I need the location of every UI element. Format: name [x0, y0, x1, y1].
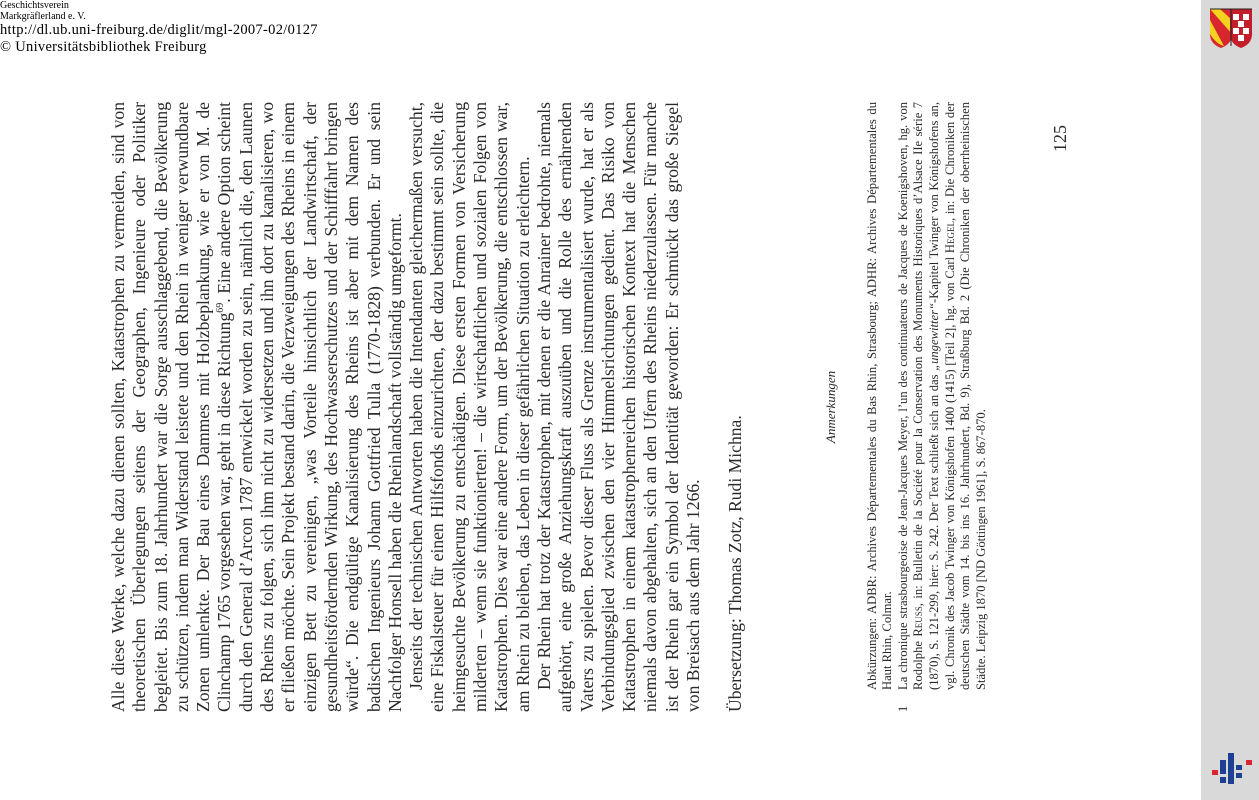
body-paragraph-3: Der Rhein hat trotz der Katastrophen, mit denen er die Anrainer bedrohte, niemals aufgehört, eine große Anziehungskraft auszuüben und die Rolle des ernährenden Vaters zu spielen. Bevor dieser Fluss als Grenze instrumentalisiert wurde, hat er als Verbindungsglied zwischen den vier Himmelsrichtungen gedient. Das Risiko von Katastrophen in einem katastrophenreichen historischen Kontext hat die Menschen niemals davon abgehalten, sich an den Ufern des Rheins niederzulassen. Für manche ist der Rhein gar ein Symbol der Identität geworden: Er schmückt das große Siegel von Breisach aus dem Jahr 1266.	[533, 102, 704, 712]
footnote-1-part-a: La chronique strasbourgeoise de Jean-Jacques Meyer, l’un des continuateurs de Jacques de Koenigshoven, hg. von Rodolphe	[895, 102, 926, 690]
abbreviations-text: Abkürzungen: ADBR: Archives Départementales du Bas Rhin, Strasbourg; ADHR: Archives Départementales du Haut Rhin, Colmar.	[864, 102, 895, 690]
document-url[interactable]: http://dl.ub.uni-freiburg.de/diglit/mgl-2007-02/0127	[0, 22, 318, 38]
viewer-sidebar	[1201, 0, 1259, 800]
footnote-number: 1	[895, 705, 910, 712]
page-number: 125	[1050, 125, 1070, 152]
author-name-hegel: Hegel	[942, 221, 957, 254]
paragraph-1-text: Alle diese Werke, welche dazu dienen sollten, Katastrophen zu vermeiden, sind von theoretischen Überlegungen seitens der Geographen, Ingenieure oder Politiker begleitet. Bis zum 18. Jahrhundert war die Sorge ausschlaggebend, die Bevölkerung zu schützen, indem man Widerstand leistete und den Rhein in weniger verwundbare Zonen umlenkte. Der Bau eines Dammes mit Holzbeplankung, wie er von M. de Clinchamp 1765 vorgesehen war, geht in diese Richtung	[108, 102, 235, 712]
copyright-notice: © Universitätsbibliothek Freiburg	[0, 39, 207, 55]
society-name-line1: Geschichtsverein	[0, 0, 69, 11]
footnote-1-part-c: -Kapitel Twinger von Königshofens an, vgl. Chronik des Jacob Twinger von Königshofen 1400 (1415) [Teil 2], hg. von Carl	[926, 102, 957, 690]
notes-heading: Anmerkungen	[822, 370, 838, 444]
body-paragraph-1	[108, 102, 406, 712]
footnote-1-part-d: , in: Die Chroniken der deutschen Städte vom 14. bis ins 16. Jahrhundert, Bd. 9), Straßburg Bd. 2 (Die Chroniken der oberrheinischen Städte. Leipzig 1870 [ND Göttingen 1961], S. 867-870.	[942, 101, 988, 690]
footnote-1-italic: „ungewitter“	[926, 303, 941, 371]
author-name-reuss: Reuss	[911, 606, 926, 637]
society-crest-logo[interactable]	[1206, 6, 1254, 50]
body-paragraph-2: Jenseits der technischen Antworten haben die Intendanten gleichermaßen versucht, eine Fiskalsteuer für einen Hilfsfonds einzurichten, der dazu bestimmt sein sollte, die heimgesuchte Bevölkerung zu entschädigen. Diese ersten Formen von Versicherung milderten – wenn sie funktionierten! – die wirtschaftlichen und sozialen Folgen von Katastrophen. Dies war eine andere Form, um der Bevölkerung, die entschlossen war, am Rhein zu bleiben, das Leben in dieser gefährlichen Situation zu erleichtern.	[406, 102, 533, 712]
paragraph-1-continuation: . Eine andere Option scheint durch den General d’Arcon 1787 entwickelt worden zu sein, nämlich die, den Launen des Rheins zu folgen, sich ihm nicht zu widersetzen und ihn dort zu kanalisieren, wo er fließen möchte. Sein Projekt bestand darin, die Verzweigungen des Rheins in einem einzigen Bett zu vereinigen, „was Vorteile hinsichtlich der Landwirtschaft, der gesundheitsfördernden Wirkung, des Hochwasserschutzes und der Schifffahrt bringen würde“. Die endgültige Kanalisierung des Rheins ist aber mit dem Namen des badischen Ingenieurs Johann Gottfried Tulla (1770-1828) verbunden. Er und sein Nachfolger Honsell haben die Rheinlandschaft vollständig umgeformt.	[214, 102, 405, 712]
university-library-logo[interactable]	[1210, 746, 1254, 790]
footnote-ref-69[interactable]: 69	[215, 302, 227, 313]
page-content	[108, 102, 989, 712]
footnote-1	[896, 102, 990, 712]
footnote-1-part-b: , in: Bulletin de la Société pour la Conservation des Monuments Historiques d’Alsace IIe série 7 (1870), S. 121-299, hier: S. 242. Der Text schließt sich an das	[911, 102, 941, 690]
translation-credit: Übersetzung: Thomas Zotz, Rudi Michna.	[725, 415, 746, 712]
society-name-line2: Markgräflerland e. V.	[0, 11, 86, 22]
abbreviations-note	[865, 102, 896, 712]
